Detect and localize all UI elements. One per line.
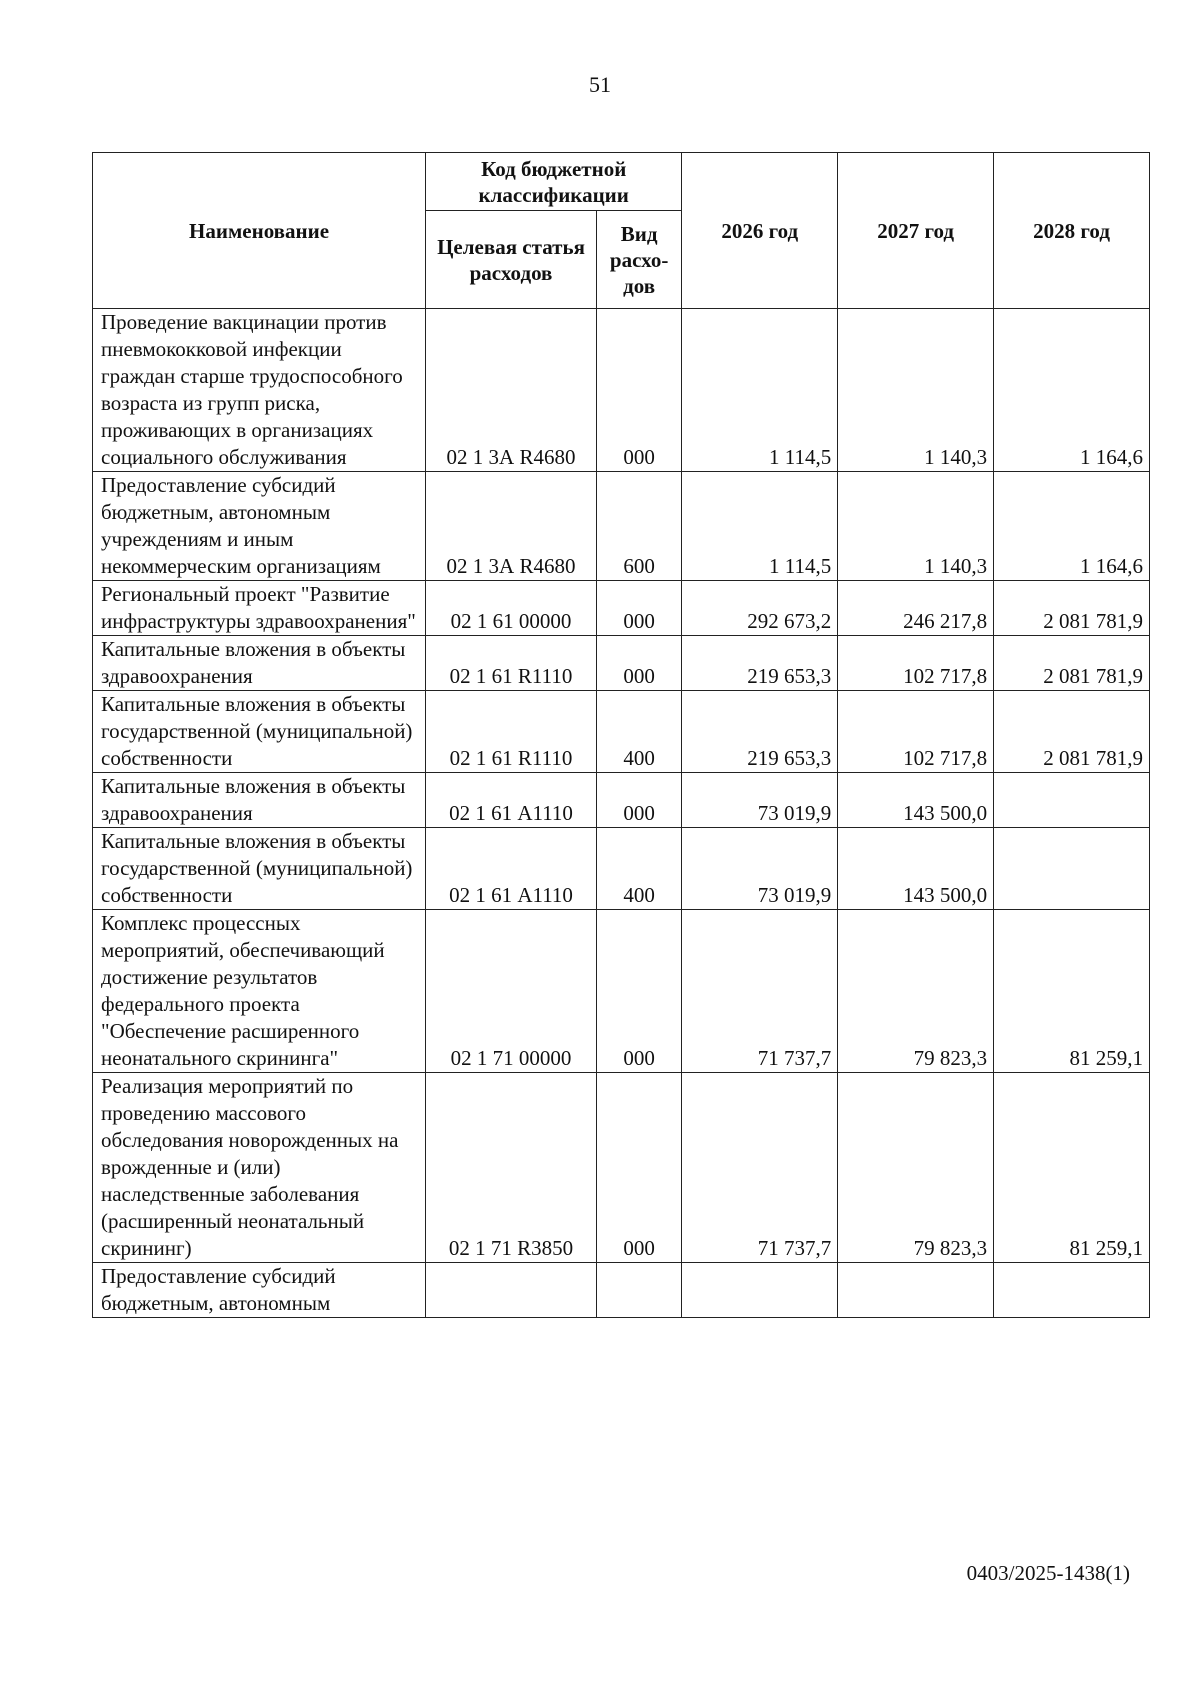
document-code: 0403/2025-1438(1) — [966, 1561, 1130, 1585]
row-2028-cell — [994, 828, 1150, 910]
row-2026-cell: 73 019,9 — [682, 773, 838, 828]
table-row — [93, 1263, 1150, 1318]
row-name-cell: Капитальные вложения в объекты государственной (муниципальной) собственности — [93, 691, 426, 773]
row-target-code-cell: 02 1 71 00000 — [426, 910, 597, 1073]
row-2027-cell: 102 717,8 — [838, 691, 994, 773]
table-row — [93, 773, 1150, 828]
row-2027-cell: 1 140,3 — [838, 309, 994, 472]
row-2026-cell: 1 114,5 — [682, 472, 838, 581]
row-name-cell: Предоставление субсидий бюджетным, автономным учреждениям и иным некоммерческим организациям — [93, 472, 426, 581]
row-2026-cell: 219 653,3 — [682, 636, 838, 691]
row-target-code-cell: 02 1 61 А1110 — [426, 828, 597, 910]
header-2028: 2028 год — [994, 153, 1150, 309]
table-row — [93, 828, 1150, 910]
row-2028-cell — [994, 773, 1150, 828]
row-target-code-cell — [426, 1263, 597, 1318]
row-expense-type-cell: 000 — [596, 636, 681, 691]
row-2027-cell: 143 500,0 — [838, 828, 994, 910]
row-expense-type-cell: 000 — [596, 581, 681, 636]
row-2028-cell: 1 164,6 — [994, 309, 1150, 472]
row-target-code-cell: 02 1 71 R3850 — [426, 1073, 597, 1263]
row-name-cell: Реализация мероприятий по проведению массового обследования новорожденных на врожденные и (или) наследственные заболевания (расширенный неонатальный скрининг) — [93, 1073, 426, 1263]
row-2026-cell: 73 019,9 — [682, 828, 838, 910]
table-row — [93, 636, 1150, 691]
table-row — [93, 472, 1150, 581]
row-name-cell: Комплекс процессных мероприятий, обеспечивающий достижение результатов федерального проекта "Обеспечение расширенного неонатального скрининга" — [93, 910, 426, 1073]
table-row — [93, 309, 1150, 472]
row-2026-cell: 71 737,7 — [682, 910, 838, 1073]
row-2027-cell: 79 823,3 — [838, 910, 994, 1073]
header-expense-type: Вид расхо-дов — [596, 211, 681, 309]
row-2026-cell: 292 673,2 — [682, 581, 838, 636]
row-2028-cell: 81 259,1 — [994, 1073, 1150, 1263]
row-2027-cell: 102 717,8 — [838, 636, 994, 691]
row-2027-cell: 143 500,0 — [838, 773, 994, 828]
header-name: Наименование — [93, 153, 426, 309]
table-row — [93, 910, 1150, 1073]
row-name-cell: Капитальные вложения в объекты здравоохранения — [93, 636, 426, 691]
table-row — [93, 1073, 1150, 1263]
row-expense-type-cell: 000 — [596, 309, 681, 472]
row-expense-type-cell: 000 — [596, 1073, 681, 1263]
row-name-cell: Проведение вакцинации против пневмококковой инфекции граждан старше трудоспособного возраста из групп риска, проживающих в организациях социального обслуживания — [93, 309, 426, 472]
row-2028-cell: 1 164,6 — [994, 472, 1150, 581]
header-target: Целевая статья расходов — [426, 211, 597, 309]
row-target-code-cell: 02 1 3А R4680 — [426, 472, 597, 581]
row-2027-cell: 79 823,3 — [838, 1073, 994, 1263]
row-2026-cell: 219 653,3 — [682, 691, 838, 773]
row-2027-cell: 1 140,3 — [838, 472, 994, 581]
row-name-cell: Предоставление субсидий бюджетным, автономным — [93, 1263, 426, 1318]
header-2026: 2026 год — [682, 153, 838, 309]
row-target-code-cell: 02 1 61 00000 — [426, 581, 597, 636]
row-2026-cell: 1 114,5 — [682, 309, 838, 472]
page-number: 51 — [589, 72, 611, 97]
row-2028-cell: 2 081 781,9 — [994, 581, 1150, 636]
row-target-code-cell: 02 1 3А R4680 — [426, 309, 597, 472]
row-target-code-cell: 02 1 61 R1110 — [426, 691, 597, 773]
row-expense-type-cell: 000 — [596, 910, 681, 1073]
row-expense-type-cell: 400 — [596, 691, 681, 773]
row-expense-type-cell: 000 — [596, 773, 681, 828]
row-2027-cell: 246 217,8 — [838, 581, 994, 636]
row-2028-cell: 81 259,1 — [994, 910, 1150, 1073]
row-target-code-cell: 02 1 61 R1110 — [426, 636, 597, 691]
row-expense-type-cell: 600 — [596, 472, 681, 581]
table-row — [93, 581, 1150, 636]
table-row — [93, 691, 1150, 773]
row-name-cell: Капитальные вложения в объекты здравоохранения — [93, 773, 426, 828]
row-2026-cell: 71 737,7 — [682, 1073, 838, 1263]
row-expense-type-cell — [596, 1263, 681, 1318]
row-2028-cell: 2 081 781,9 — [994, 691, 1150, 773]
row-expense-type-cell: 400 — [596, 828, 681, 910]
header-code-group: Код бюджетной классификации — [426, 153, 682, 211]
row-name-cell: Региональный проект "Развитие инфраструктуры здравоохранения" — [93, 581, 426, 636]
row-2027-cell — [838, 1263, 994, 1318]
row-2026-cell — [682, 1263, 838, 1318]
budget-table — [92, 152, 1150, 1318]
header-2027: 2027 год — [838, 153, 994, 309]
row-2028-cell: 2 081 781,9 — [994, 636, 1150, 691]
row-name-cell: Капитальные вложения в объекты государственной (муниципальной) собственности — [93, 828, 426, 910]
row-2028-cell — [994, 1263, 1150, 1318]
row-target-code-cell: 02 1 61 А1110 — [426, 773, 597, 828]
